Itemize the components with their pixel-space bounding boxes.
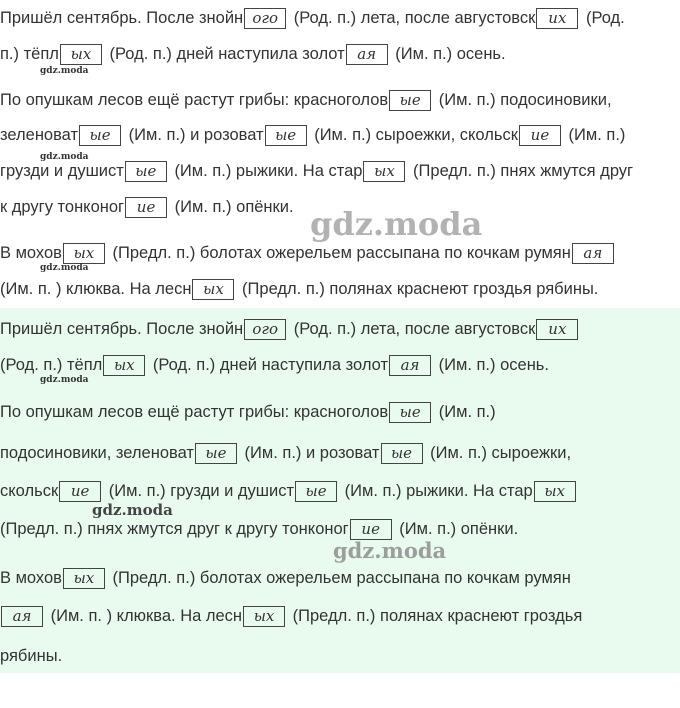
ending-box: их — [536, 8, 578, 29]
ending-box: ые — [381, 443, 423, 464]
text-line — [0, 277, 598, 301]
ending-box: ие — [519, 125, 561, 146]
text-line — [0, 123, 625, 147]
text-line — [0, 88, 612, 112]
text-line — [0, 159, 633, 183]
text-fragment: (Род. п.) лета, после августовск — [293, 320, 536, 338]
text-fragment: (Им. п.) сыроежки, скольск — [314, 126, 518, 144]
ending-box: ых — [534, 481, 576, 502]
ending-box: ая — [346, 44, 388, 65]
text-fragment: грузди и душист — [0, 162, 124, 180]
text-fragment: (Род. п.) дней наступила золот — [109, 45, 345, 63]
text-fragment: (Предл. п.) полянах краснеют гроздья рябины. — [242, 280, 599, 298]
text-fragment: (Им. п.) опёнки. — [174, 198, 294, 216]
text-fragment: В мохов — [0, 569, 62, 587]
text-line — [0, 400, 496, 424]
text-fragment: (Им. п.) осень. — [395, 45, 506, 63]
text-fragment: (Предл. п.) пнях жмутся друг — [413, 162, 634, 180]
text-fragment: рябины. — [0, 647, 63, 665]
ending-box: ые — [79, 125, 121, 146]
text-line — [0, 604, 582, 628]
text-fragment: скольск — [0, 482, 59, 500]
text-line — [0, 317, 581, 341]
text-line — [0, 566, 571, 590]
text-fragment: По опушкам лесов ещё растут грибы: красноголов — [0, 403, 389, 421]
text-fragment: В мохов — [0, 244, 62, 262]
text-line — [0, 42, 506, 66]
text-fragment: (Им. п.) рыжики. На стар — [344, 482, 533, 500]
text-fragment: (Им. п. ) клюква. На лесн — [0, 280, 192, 298]
text-fragment: (Род. п.) тёпл — [0, 356, 103, 374]
text-fragment: к другу тонконог — [0, 198, 125, 216]
ending-box: ая — [572, 243, 614, 264]
ending-box: ых — [243, 606, 285, 627]
ending-box: ие — [125, 197, 167, 218]
text-fragment: (Им. п.) грузди и душист — [108, 482, 295, 500]
ending-box: ые — [389, 90, 431, 111]
text-fragment: По опушкам лесов ещё растут грибы: красноголов — [0, 91, 389, 109]
text-fragment: (Им. п.) — [438, 403, 496, 421]
text-fragment: (Им. п.) и розоват — [244, 444, 380, 462]
text-fragment: (Им. п.) — [568, 126, 626, 144]
text-fragment: (Им. п. ) клюква. На лесн — [50, 607, 243, 625]
ending-box: ые — [265, 125, 307, 146]
text-fragment: (Им. п.) осень. — [438, 356, 549, 374]
text-fragment: п.) тёпл — [0, 45, 59, 63]
ending-box: ые — [125, 161, 167, 182]
ending-box: ых — [63, 568, 105, 589]
ending-box: их — [536, 319, 578, 340]
watermark: gdz.moda — [310, 205, 483, 243]
exercise-answer-block-1 — [0, 0, 680, 308]
watermark: gdz.moda — [40, 152, 89, 162]
exercise-answer-block-2 — [0, 308, 680, 673]
watermark: gdz.moda — [333, 538, 447, 563]
ending-box: ые — [295, 481, 337, 502]
text-fragment: (Предл. п.) пнях жмутся друг к другу тонконог — [0, 520, 349, 538]
text-line — [0, 644, 62, 668]
text-fragment: (Род. п.) лета, после августовск — [293, 9, 536, 27]
ending-box: ая — [1, 606, 43, 627]
ending-box: ого — [244, 319, 286, 340]
ending-box: ых — [60, 44, 102, 65]
text-fragment: (Им. п.) опёнки. — [399, 520, 519, 538]
ending-box: ых — [363, 161, 405, 182]
watermark: gdz.moda — [40, 66, 89, 76]
text-fragment: подосиновики, зеленоват — [0, 444, 194, 462]
ending-box: ых — [63, 243, 105, 264]
text-fragment: (Им. п.) подосиновики, — [438, 91, 612, 109]
watermark: gdz.moda — [40, 375, 89, 385]
text-fragment: (Им. п.) и розоват — [128, 126, 264, 144]
text-line — [0, 195, 294, 219]
text-line — [0, 241, 617, 265]
text-line — [0, 441, 571, 465]
ending-box: ые — [389, 402, 431, 423]
ending-box: ых — [103, 355, 145, 376]
ending-box: ые — [195, 443, 237, 464]
text-fragment: (Им. п.) сыроежки, — [430, 444, 572, 462]
ending-box: ого — [244, 8, 286, 29]
watermark: gdz.moda — [92, 501, 173, 519]
text-fragment: (Предл. п.) полянах краснеют гроздья — [292, 607, 583, 625]
watermark: gdz.moda — [40, 263, 89, 273]
text-fragment: (Им. п.) рыжики. На стар — [174, 162, 363, 180]
text-line — [0, 353, 549, 377]
text-line — [0, 6, 625, 30]
text-fragment: (Род. п.) дней наступила золот — [152, 356, 389, 374]
text-line — [0, 479, 579, 503]
ending-box: ых — [192, 279, 234, 300]
text-fragment: Пришёл сентябрь. После знойн — [0, 9, 244, 27]
ending-box: ие — [59, 481, 101, 502]
text-fragment: зеленоват — [0, 126, 79, 144]
text-fragment: (Род. — [585, 9, 625, 27]
text-fragment: Пришёл сентябрь. После знойн — [0, 320, 244, 338]
ending-box: ая — [389, 355, 431, 376]
text-fragment: (Предл. п.) болотах ожерельем рассыпана по кочкам румян — [112, 569, 571, 587]
ending-box: ие — [350, 519, 392, 540]
text-fragment: (Предл. п.) болотах ожерельем рассыпана по кочкам румян — [112, 244, 571, 262]
